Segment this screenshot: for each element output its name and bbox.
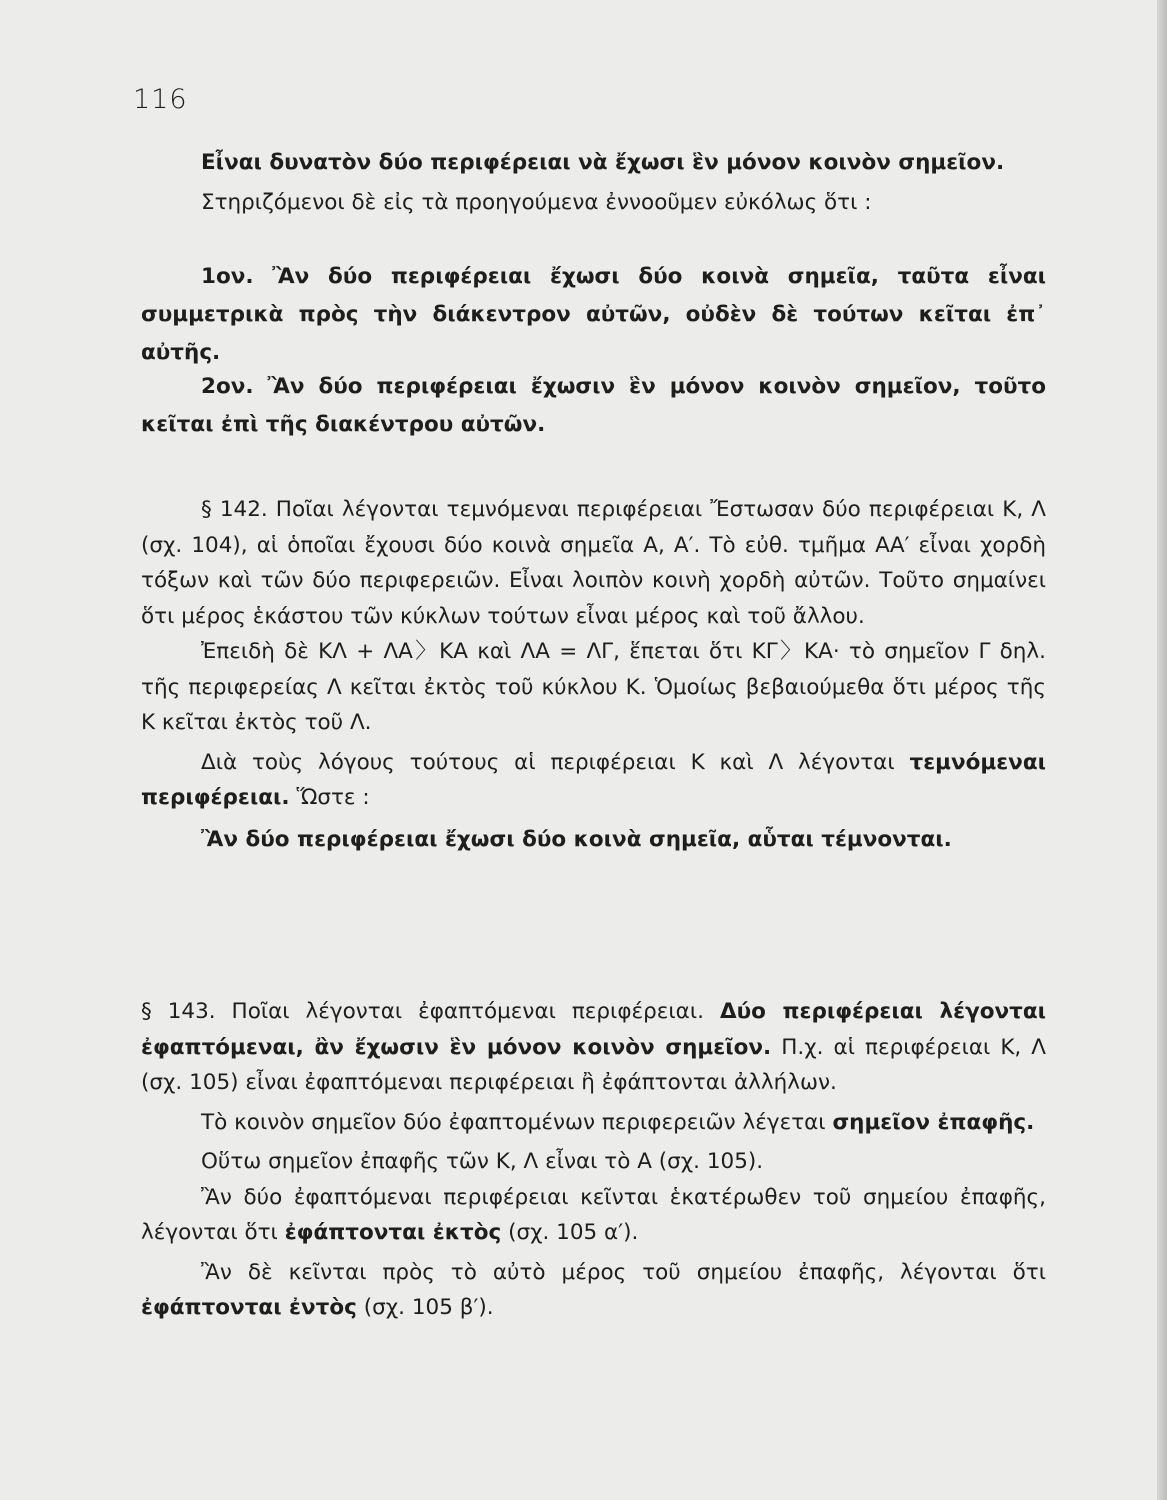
intro-lead: Στηριζόμενοι δὲ εἰς τὰ προηγούμενα ἐννοοῦμεν εὐκόλως ὅτι : xyxy=(201,190,872,215)
section-142-heading: § 142. Ποῖαι λέγονται τεμνόμεναι περιφέρειαι xyxy=(201,497,703,522)
property-1-ordinal: 1ον. xyxy=(201,264,254,289)
section-143-p5-lead: Ἂν δὲ κεῖνται πρὸς τὸ αὐτὸ μέρος τοῦ σημείου ἐπαφῆς, λέγονται ὅτι xyxy=(201,1259,1046,1285)
section-142 xyxy=(141,492,1046,857)
section-142-p2: Ἐπειδὴ δὲ ΚΛ + ΛΑ〉ΚΑ καὶ ΛΑ = ΛΓ, ἕπεται ὅτι ΚΓ〉ΚΑ· τὸ σημεῖον Γ δηλ. τῆς περιφερείας Λ κεῖται ἐκτὸς τοῦ κύκλου Κ. Ὁμοίως βεβαιούμεθα ὅτι μέρος τῆς Κ κεῖται ἐκτὸς τοῦ Λ. xyxy=(141,639,1046,735)
section-143-p4-lead: Ἂν δύο ἐφαπτόμεναι περιφέρειαι κεῖνται ἑκατέρωθεν τοῦ σημείου ἐπαφῆς, λέγονται ὅτι xyxy=(141,1184,1046,1245)
section-143-heading: § 143. Ποῖαι λέγονται ἐφαπτόμεναι περιφέρειαι. xyxy=(141,999,704,1024)
section-143-def-bold: Δύο περιφέρειαι λέγονται ἐφαπτόμεναι, ἂν ἔχωσιν ἓν μόνον κοινὸν σημεῖον. xyxy=(141,999,1046,1060)
property-1 xyxy=(141,258,1046,372)
section-143-p2-bold: σημεῖον ἐπαφῆς. xyxy=(832,1109,1035,1135)
section-142-p3-tail: Ὥστε : xyxy=(296,785,370,810)
page-number: 116 xyxy=(133,84,188,115)
intro-block xyxy=(141,145,1046,220)
section-143-p2-lead: Τὸ κοινὸν σημεῖον δύο ἐφαπτομένων περιφερειῶν λέγεται xyxy=(201,1109,826,1135)
section-142-p1: Ἔστωσαν δύο περιφέρειαι Κ, Λ (σχ. 104), αἱ ὁποῖαι ἔχουσι δύο κοινὰ σημεῖα Α, Α′. Τὸ εὐθ. τμῆμα ΑΑ′ εἶναι χορδὴ τόξων καὶ τῶν δύο περιφερειῶν. Εἶναι λοιπὸν κοινὴ χορδὴ αὐτῶν. Τοῦτο σημαίνει ὅτι μέρος ἑκάστου τῶν κύκλων τούτων εἶναι μέρος καὶ τοῦ ἄλλου. xyxy=(141,497,1046,629)
section-143 xyxy=(141,994,1046,1326)
section-142-p3-lead: Διὰ τοὺς λόγους τούτους αἱ περιφέρειαι Κ καὶ Λ λέγονται xyxy=(201,749,895,775)
intro-bold-sentence: Εἶναι δυνατὸν δύο περιφέρειαι νὰ ἔχωσι ἓν μόνον κοινὸν σημεῖον. xyxy=(201,150,1005,175)
section-143-p4-tail: (σχ. 105 α′). xyxy=(508,1220,639,1245)
section-143-p3: Οὕτω σημεῖον ἐπαφῆς τῶν Κ, Λ εἶναι τὸ Α (σχ. 105). xyxy=(201,1149,764,1174)
page-edge xyxy=(1157,0,1167,1500)
section-143-p4-bold: ἐφάπτονται ἐκτὸς xyxy=(284,1220,502,1245)
section-143-p5-bold: ἐφάπτονται ἐντὸς xyxy=(141,1295,357,1320)
property-1-text: Ἂν δύο περιφέρειαι ἔχωσι δύο κοινὰ σημεῖα, ταῦτα εἶναι συμμετρικὰ πρὸς τὴν διάκεντρον αὐτῶν, οὐδὲν δὲ τούτων κεῖται ἐπ᾽ αὐτῆς. xyxy=(141,264,1046,365)
section-143-def-tail: Π.χ. αἱ περιφέρειαι Κ, Λ (σχ. 105) εἶναι ἐφαπτόμεναι περιφέρειαι ἢ ἐφάπτονται ἀλλήλων. xyxy=(141,1034,1047,1095)
section-142-conclusion: Ἂν δύο περιφέρειαι ἔχωσι δύο κοινὰ σημεῖα, αὗται τέμνονται. xyxy=(201,826,952,852)
property-2 xyxy=(141,368,1046,444)
property-2-ordinal: 2ον. xyxy=(201,374,254,399)
section-143-p5-tail: (σχ. 105 β′). xyxy=(363,1295,494,1320)
section-142-p3-bold: τεμνόμεναι περιφέρειαι. xyxy=(141,749,1046,810)
property-2-text: Ἂν δύο περιφέρειαι ἔχωσιν ἓν μόνον κοινὸν σημεῖον, τοῦτο κεῖται ἐπὶ τῆς διακέντρου αὐτῶν. xyxy=(141,374,1046,437)
